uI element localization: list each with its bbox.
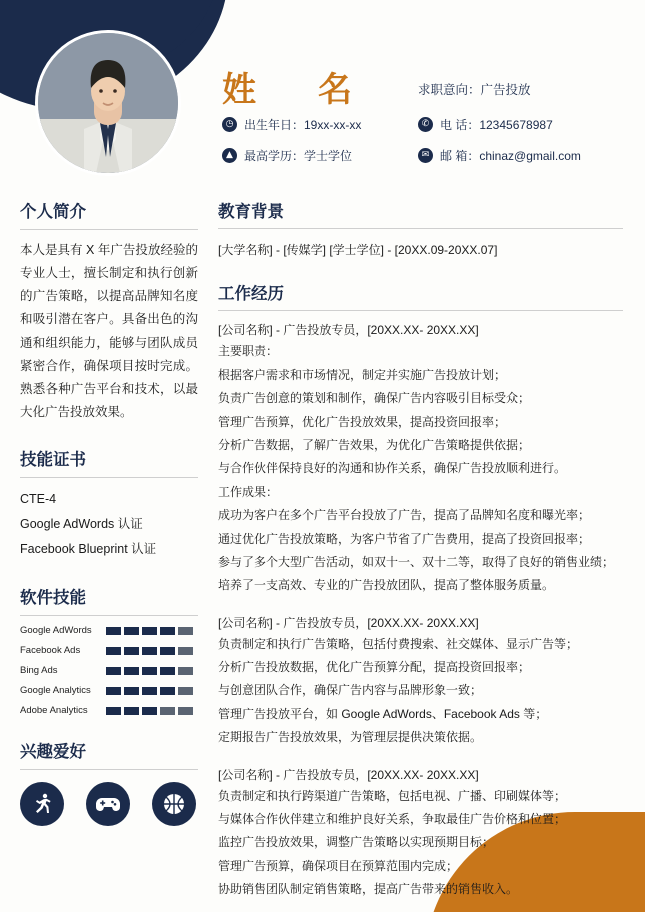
skill-bar-filled (124, 647, 139, 655)
job-header: [公司名称] - 广告投放专员，[20XX.XX- 20XX.XX] (218, 323, 479, 338)
skill-bars (106, 647, 193, 655)
divider (20, 477, 198, 478)
job-duty: 负责制定和执行广告策略，包括付费搜索、社交媒体、显示广告等； (218, 636, 579, 651)
section-experience (218, 280, 623, 901)
job-duty: 协助销售团队制定销售策略，提高广告带来的销售收入。 (218, 882, 519, 897)
skill-bar-filled (142, 707, 157, 715)
skill-bar-filled (106, 647, 121, 655)
section-education (218, 198, 623, 262)
skill-bar-empty (178, 667, 193, 675)
skill-bar-filled (160, 687, 175, 695)
skill-row (20, 705, 198, 716)
job-result: 通过优化广告投放策略，为客户节省了广告费用，提高了投资回报率； (218, 531, 591, 546)
gamepad-icon (95, 793, 121, 815)
education-icon: ▲ (222, 148, 237, 163)
education-entry: [大学名称] - [传媒学] [学士学位] - [20XX.09-20XX.07] (218, 243, 498, 257)
contact-education (222, 147, 418, 164)
job-duty: 与合作伙伴保持良好的沟通和协作关系，确保广告投放顺利进行。 (218, 461, 567, 476)
left-column (20, 198, 198, 848)
divider (218, 310, 623, 311)
job-duty: 监控广告投放效果，调整广告策略以实现预期目标； (218, 835, 495, 850)
skill-row (20, 645, 198, 656)
skill-bar-empty (178, 687, 193, 695)
divider (218, 228, 623, 229)
contact-email (418, 147, 632, 164)
job-duty: 定期报告广告投放效果，为管理层提供决策依据。 (218, 730, 483, 745)
skill-bar-filled (106, 627, 121, 635)
job-entry (218, 766, 623, 902)
profile-text: 本人是具有 X 年广告投放经验的专业人士，擅长制定和执行创新的广告策略，以提高品牌知名度和吸引潜在客户。具备出色的沟通和组织能力，能够与团队成员紧密合作，确保项目按时完成。熟悉各种广告平台和技术，以最大化广告投放效果。 (20, 243, 198, 419)
certificate-item: Google AdWords 认证 (20, 517, 143, 531)
contact-birthdate (222, 116, 418, 133)
divider (20, 229, 198, 230)
job-entry (218, 614, 623, 750)
job-result: 参与了多个大型广告活动，如双十一、双十二等，取得了良好的销售业绩； (218, 554, 615, 569)
skill-bar-filled (160, 667, 175, 675)
contact-birthdate-label: 出生年日：19xx-xx-xx (244, 118, 362, 132)
avatar-portrait-icon (38, 33, 178, 173)
divider (20, 615, 198, 616)
job-duty: 管理广告预算，优化广告投放效果，提高投资回报率； (218, 414, 507, 429)
hobby-running (20, 782, 64, 826)
skill-bars (106, 627, 193, 635)
hobbies-title: 兴趣爱好 (20, 742, 86, 761)
skill-bar-filled (124, 687, 139, 695)
experience-title: 工作经历 (218, 284, 284, 304)
education-title: 教育背景 (218, 202, 284, 221)
skill-bar-filled (106, 707, 121, 715)
skill-bar-filled (160, 627, 175, 635)
certificate-item: CTE-4 (20, 492, 57, 506)
skill-label: Google Analytics (20, 685, 91, 696)
job-duty: 管理广告预算，确保项目在预算范围内完成； (218, 858, 459, 873)
running-icon (30, 792, 54, 816)
job-result: 成功为客户在多个广告平台投放了广告，提高了品牌知名度和曝光率； (218, 508, 591, 523)
job-entry (218, 321, 623, 597)
skill-bar-filled (142, 647, 157, 655)
job-header: [公司名称] - 广告投放专员，[20XX.XX- 20XX.XX] (218, 767, 479, 782)
job-duty: 负责广告创意的策划和制作，确保广告内容吸引目标受众； (218, 391, 531, 406)
profile-title: 个人简介 (20, 202, 86, 221)
contact-phone-label: 电 话：12345678987 (440, 118, 553, 132)
calendar-icon: ◷ (222, 117, 237, 132)
job-duties-label: 主要职责： (218, 344, 279, 359)
certificate-item: Facebook Blueprint 认证 (20, 542, 157, 556)
skill-bar-filled (142, 627, 157, 635)
mail-icon: ✉ (418, 148, 433, 163)
skill-label: Facebook Ads (20, 645, 81, 656)
skill-bars (106, 687, 193, 695)
contact-education-label: 最高学历：学士学位 (244, 149, 353, 163)
job-result: 培养了一支高效、专业的广告投放团队，提高了整体服务质量。 (218, 578, 555, 593)
skill-bar-empty (178, 647, 193, 655)
skill-row (20, 685, 198, 696)
hobby-icons (20, 782, 198, 826)
section-certificates (20, 446, 198, 562)
skill-bar-filled (106, 667, 121, 675)
page-title: 姓 名 (222, 70, 366, 110)
right-column (218, 198, 623, 912)
skill-bar-filled (142, 687, 157, 695)
skill-row (20, 625, 198, 636)
job-header: [公司名称] - 广告投放专员，[20XX.XX- 20XX.XX] (218, 615, 479, 630)
skill-bars (106, 707, 193, 715)
job-duty: 管理广告投放平台，如 Google AdWords、Facebook Ads 等； (218, 706, 548, 721)
contact-phone (418, 116, 632, 133)
contact-email-label: 邮 箱：chinaz@gmail.com (440, 149, 581, 163)
skill-bar-filled (124, 667, 139, 675)
job-duty: 根据客户需求和市场情况，制定并实施广告投放计划； (218, 367, 507, 382)
section-profile (20, 198, 198, 424)
job-objective: 求职意向：广告投放 (418, 83, 531, 97)
skill-bar-empty (178, 627, 193, 635)
skill-bar-filled (106, 687, 121, 695)
section-hobbies (20, 738, 198, 826)
contact-info (222, 116, 632, 164)
skill-bar-filled (160, 647, 175, 655)
job-duty: 分析广告投放数据，优化广告预算分配，提高投资回报率； (218, 660, 531, 675)
skill-bar-empty (160, 707, 175, 715)
hobby-basketball (152, 782, 196, 826)
skill-bar-filled (124, 627, 139, 635)
job-duty: 负责制定和执行跨渠道广告策略，包括电视、广播、印刷媒体等； (218, 788, 567, 803)
certificates-title: 技能证书 (20, 450, 86, 469)
skill-bars (106, 667, 193, 675)
job-duty: 与创意团队合作，确保广告内容与品牌形象一致； (218, 683, 483, 698)
skill-bar-empty (178, 707, 193, 715)
software-skills-title: 软件技能 (20, 588, 86, 607)
phone-icon: ✆ (418, 117, 433, 132)
basketball-icon (162, 792, 186, 816)
section-software-skills (20, 584, 198, 716)
skill-label: Adobe Analytics (20, 705, 88, 716)
resume-header (0, 0, 645, 186)
job-duty: 与媒体合作伙伴建立和维护良好关系，争取最佳广告价格和位置； (218, 812, 567, 827)
skill-bar-filled (142, 667, 157, 675)
divider (20, 769, 198, 770)
skill-bar-filled (124, 707, 139, 715)
skill-label: Google AdWords (20, 625, 92, 636)
job-results-label: 工作成果： (218, 484, 279, 499)
avatar (35, 30, 181, 176)
hobby-gaming (86, 782, 130, 826)
skill-row (20, 665, 198, 676)
job-duty: 分析广告数据，了解广告效果，为优化广告策略提供依据； (218, 437, 531, 452)
skill-label: Bing Ads (20, 665, 58, 676)
